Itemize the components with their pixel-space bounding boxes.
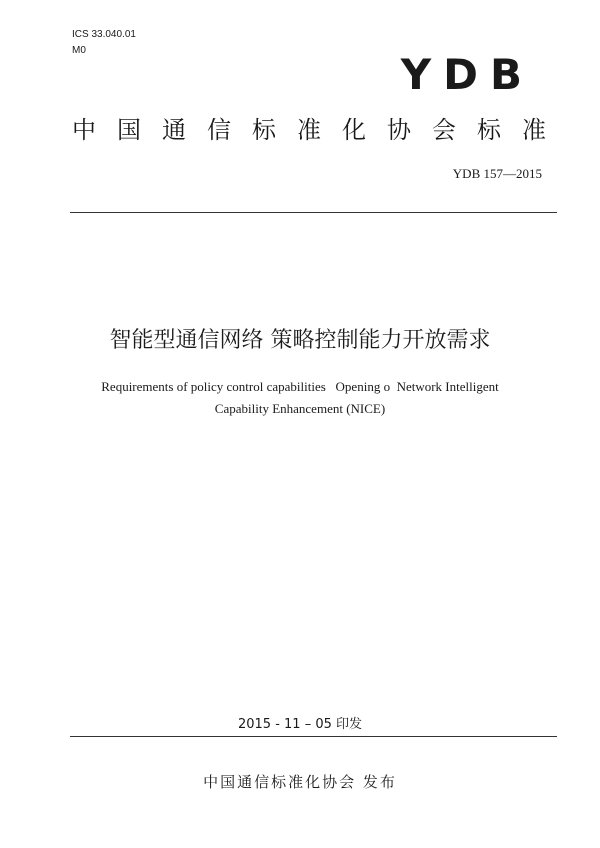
ics-code: ICS 33.040.01	[72, 29, 136, 40]
bottom-divider	[70, 736, 557, 737]
publisher: 中国通信标准化协会 发布	[203, 773, 397, 791]
document-title-chinese: 智能型通信网络 策略控制能力开放需求	[109, 328, 491, 353]
standard-number: YDB 157—2015	[452, 166, 542, 181]
standard-type-heading: 中国通信标准化协会标准	[72, 116, 548, 144]
ccs-code: M0	[72, 45, 86, 56]
english-title-line-2: Capability Enhancement (NICE)	[214, 401, 386, 416]
english-title-line-1: Requirements of policy control capabilities Opening o Network Intelligent	[101, 379, 499, 394]
ydb-logo: YDB	[400, 50, 534, 99]
issue-date: 2015 - 11 – 05 印发	[237, 717, 363, 732]
document-title-english	[40, 376, 560, 420]
top-divider	[70, 212, 557, 213]
